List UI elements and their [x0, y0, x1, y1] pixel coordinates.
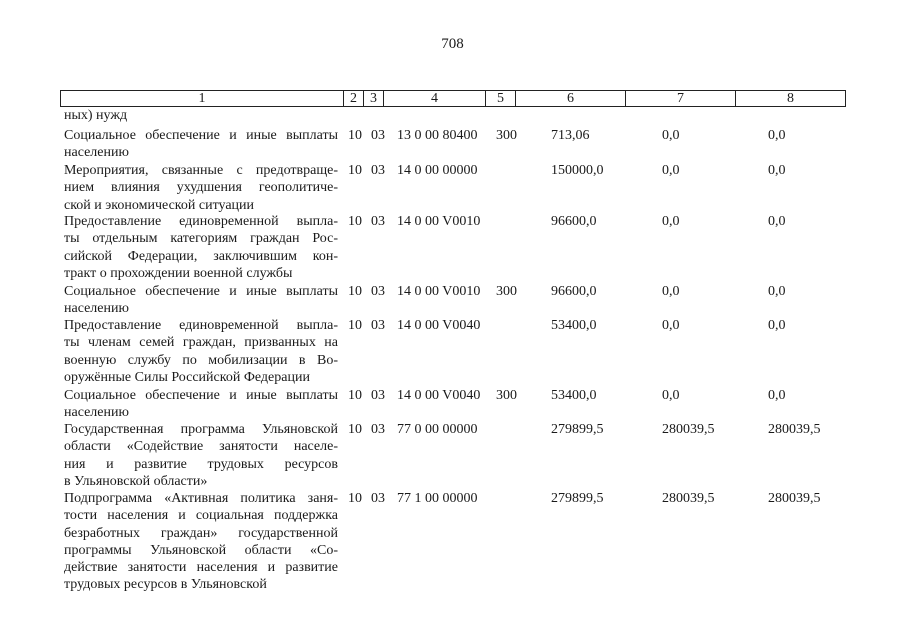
description-line: оружённые Силы Российской Федерации	[64, 369, 310, 385]
description-line: сийской Федерации, заключившим кон-	[64, 248, 338, 264]
header-cell-8: 8	[787, 91, 794, 106]
row-description	[64, 162, 338, 214]
cell-c4: 14 0 00 V0040	[397, 388, 481, 403]
cell-c7: 280039,5	[662, 422, 715, 437]
cell-c7: 0,0	[662, 388, 680, 403]
cell-c4: 77 1 00 00000	[397, 491, 478, 506]
cell-c8: 0,0	[768, 284, 786, 299]
cell-c7: 0,0	[662, 163, 680, 178]
cell-c7: 280039,5	[662, 491, 715, 506]
cell-c4: 14 0 00 V0040	[397, 318, 481, 333]
description-line: Мероприятия, связанные с предотвраще-	[64, 163, 338, 178]
description-line: программы Ульяновской области «Со-	[64, 542, 338, 558]
header-cell-7: 7	[626, 91, 736, 106]
header-cell-3: 3	[364, 91, 384, 106]
description-line: области «Содействие занятости населе-	[64, 439, 338, 455]
cell-c2: 10	[348, 284, 362, 299]
description-line: нием влияния ухудшения геополитиче-	[64, 180, 338, 196]
cell-c4: 14 0 00 V0010	[397, 284, 481, 299]
cell-c7: 0,0	[662, 284, 680, 299]
cell-c8: 0,0	[768, 128, 786, 143]
cell-c4: 14 0 00 V0010	[397, 214, 481, 229]
header-cell-6: 6	[516, 91, 626, 106]
cell-c6: 53400,0	[551, 318, 597, 333]
description-line: Государственная программа Ульяновской	[64, 422, 338, 437]
continuation-text: ных) нужд	[64, 108, 128, 123]
cell-c6: 279899,5	[551, 422, 604, 437]
description-line: в Ульяновской области»	[64, 473, 208, 489]
cell-c3: 03	[371, 388, 385, 403]
cell-c8: 0,0	[768, 163, 786, 178]
description-line: населению	[64, 405, 129, 421]
description-line: военную службу по мобилизации в Во-	[64, 352, 338, 368]
cell-c3: 03	[371, 128, 385, 143]
header-cell-1: 1	[61, 91, 344, 106]
row-description	[64, 421, 338, 490]
row-description	[64, 490, 338, 594]
description-line: Предоставление единовременной выпла-	[64, 214, 338, 229]
description-line: Подпрограмма «Активная политика заня-	[64, 491, 338, 506]
description-line: Предоставление единовременной выпла-	[64, 318, 338, 333]
row-description	[64, 127, 338, 162]
row-description	[64, 317, 338, 386]
description-line: ты членам семей граждан, призванных на	[64, 335, 338, 351]
cell-c3: 03	[371, 491, 385, 506]
cell-c6: 53400,0	[551, 388, 597, 403]
description-line: населению	[64, 301, 129, 317]
row-description	[64, 213, 338, 282]
description-line: ской и экономической ситуации	[64, 197, 255, 213]
cell-c2: 10	[348, 163, 362, 178]
cell-c7: 0,0	[662, 214, 680, 229]
cell-c3: 03	[371, 214, 385, 229]
cell-c6: 96600,0	[551, 284, 597, 299]
cell-c6: 713,06	[551, 128, 590, 143]
cell-c8: 0,0	[768, 388, 786, 403]
header-cell-2: 2	[344, 91, 364, 106]
cell-c6: 279899,5	[551, 491, 604, 506]
description-line: действие занятости населения и развитие	[64, 560, 338, 576]
description-line: Социальное обеспечение и иные выплаты	[64, 284, 338, 299]
cell-c6: 96600,0	[551, 214, 597, 229]
cell-c2: 10	[348, 318, 362, 333]
cell-c2: 10	[348, 491, 362, 506]
cell-c8: 280039,5	[768, 422, 821, 437]
header-cell-4: 4	[384, 91, 486, 106]
cell-c2: 10	[348, 214, 362, 229]
cell-c2: 10	[348, 388, 362, 403]
cell-c3: 03	[371, 284, 385, 299]
description-line: безработных граждан» государственной	[64, 525, 338, 541]
cell-c3: 03	[371, 163, 385, 178]
cell-c8: 280039,5	[768, 491, 821, 506]
description-line: трудовых ресурсов в Ульяновской	[64, 577, 267, 593]
row-description	[64, 283, 338, 318]
cell-c7: 0,0	[662, 318, 680, 333]
cell-c2: 10	[348, 422, 362, 437]
header-cell-5: 5	[486, 91, 516, 106]
cell-c4: 77 0 00 00000	[397, 422, 478, 437]
description-line: тости населения и социальная поддержка	[64, 508, 338, 524]
cell-c5: 300	[496, 388, 517, 403]
cell-c4: 14 0 00 00000	[397, 163, 478, 178]
cell-c3: 03	[371, 318, 385, 333]
cell-c5: 300	[496, 128, 517, 143]
description-line: ния и развитие трудовых ресурсов	[64, 456, 338, 472]
description-line: тракт о прохождении военной службы	[64, 265, 293, 281]
cell-c4: 13 0 00 80400	[397, 128, 478, 143]
description-line: Социальное обеспечение и иные выплаты	[64, 128, 338, 143]
cell-c5: 300	[496, 284, 517, 299]
cell-c7: 0,0	[662, 128, 680, 143]
description-line: населению	[64, 145, 129, 161]
row-description	[64, 387, 338, 422]
cell-c6: 150000,0	[551, 163, 604, 178]
description-line: Социальное обеспечение и иные выплаты	[64, 388, 338, 403]
description-line: ты отдельным категориям граждан Рос-	[64, 231, 338, 247]
cell-c8: 0,0	[768, 318, 786, 333]
cell-c2: 10	[348, 128, 362, 143]
cell-c3: 03	[371, 422, 385, 437]
cell-c8: 0,0	[768, 214, 786, 229]
table-header-row	[60, 90, 846, 107]
page-number: 708	[441, 36, 464, 52]
